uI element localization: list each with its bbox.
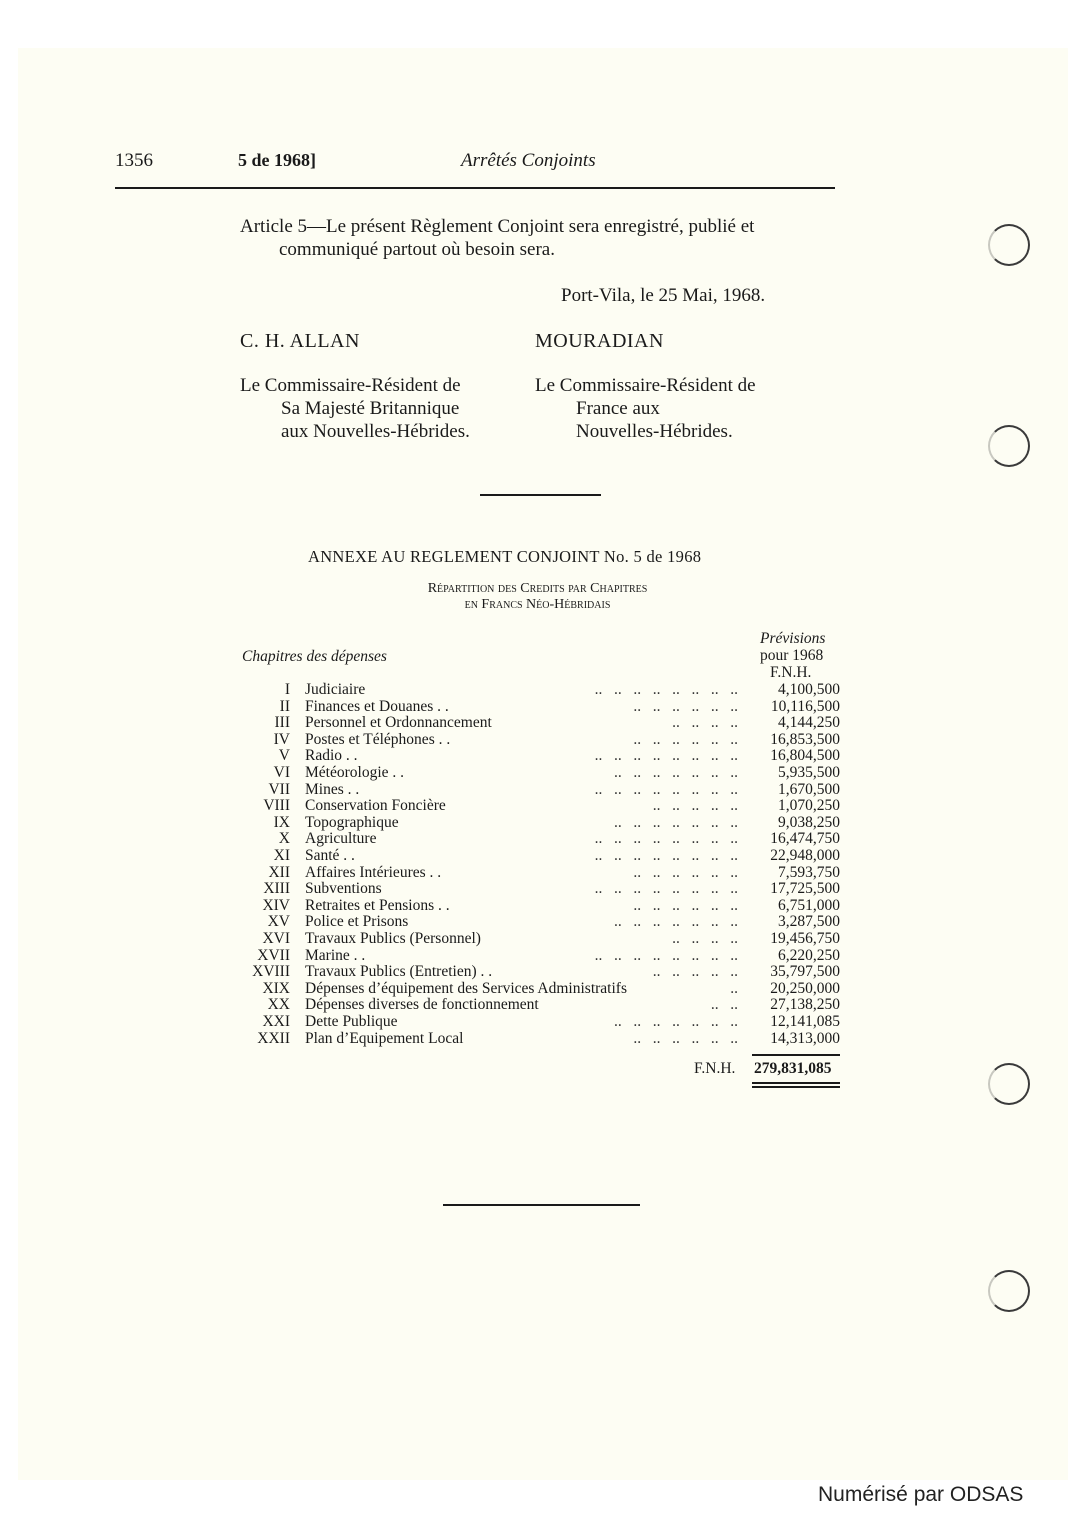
chapter-label: Marine . . bbox=[305, 946, 366, 964]
chapter-label: Météorologie . . bbox=[305, 764, 405, 781]
chapter-number: VI bbox=[273, 764, 290, 781]
leader-dots: .. .. .. .. .. .. .. .. bbox=[594, 830, 738, 848]
table-row bbox=[0, 847, 1075, 864]
chapter-number: III bbox=[274, 714, 290, 732]
chapter-label: Santé . . bbox=[305, 847, 355, 864]
place-date: Port-Vila, le 25 Mai, 1968. bbox=[561, 285, 766, 306]
chapter-number: X bbox=[278, 830, 290, 848]
chapter-number: XIII bbox=[263, 880, 290, 898]
chapter-amount: 10,116,500 bbox=[770, 697, 840, 715]
chapter-amount: 1,670,500 bbox=[778, 780, 840, 798]
leader-dots: .. .. .. .. .. .. .. bbox=[614, 764, 738, 781]
chapter-amount: 4,144,250 bbox=[778, 714, 840, 732]
chapter-label: Agriculture bbox=[305, 830, 377, 848]
leader-dots: .. .. .. .. .. .. .. .. bbox=[594, 780, 738, 798]
table-row bbox=[0, 996, 1075, 1013]
chapter-number: I bbox=[284, 681, 290, 698]
leader-dots: .. bbox=[730, 979, 738, 997]
chapter-amount: 16,474,750 bbox=[770, 830, 840, 848]
signatory-name: C. H. ALLAN bbox=[240, 330, 360, 352]
leader-dots: .. .. .. .. .. .. bbox=[633, 730, 738, 748]
leader-dots: .. .. .. .. .. .. bbox=[633, 896, 738, 914]
column-header-forecast-year: pour 1968 bbox=[760, 647, 824, 664]
article-line: Article 5—Le présent Règlement Conjoint sera enregistré, publié et bbox=[240, 216, 755, 237]
chapter-label: Affaires Intérieures . . bbox=[305, 863, 442, 881]
chapter-amount: 22,948,000 bbox=[770, 847, 840, 864]
table-row bbox=[0, 1030, 1075, 1047]
table-row bbox=[0, 930, 1075, 947]
chapter-label: Finances et Douanes . . bbox=[305, 697, 449, 715]
leader-dots: .. .. .. .. bbox=[672, 714, 738, 732]
section-divider bbox=[480, 494, 601, 496]
signatory-name: MOURADIAN bbox=[535, 330, 664, 352]
chapter-label: Retraites et Pensions . . bbox=[305, 896, 450, 914]
chapter-label: Dette Publique bbox=[305, 1013, 398, 1030]
leader-dots: .. .. .. .. .. .. .. .. bbox=[594, 747, 738, 765]
chapter-amount: 20,250,000 bbox=[770, 979, 840, 997]
chapter-amount: 19,456,750 bbox=[770, 930, 840, 947]
chapter-amount: 14,313,000 bbox=[770, 1029, 840, 1047]
subtotal-rule bbox=[752, 1054, 840, 1056]
header-rule bbox=[115, 187, 835, 189]
chapter-number: XVIII bbox=[252, 963, 290, 981]
chapter-number: XIV bbox=[262, 896, 290, 914]
binder-hole bbox=[988, 425, 1030, 467]
header-reference: 5 de 1968] bbox=[238, 150, 316, 170]
chapter-number: V bbox=[278, 747, 290, 765]
leader-dots: .. .. bbox=[710, 996, 738, 1014]
chapter-label: Dépenses d’équipement des Services Administratifs bbox=[305, 979, 627, 997]
table-row bbox=[0, 814, 1075, 831]
chapter-amount: 27,138,250 bbox=[770, 996, 840, 1014]
leader-dots: .. .. .. .. .. .. .. .. bbox=[594, 681, 738, 698]
total-label: F.N.H. bbox=[694, 1060, 736, 1077]
signatory-title: Nouvelles-Hébrides. bbox=[576, 421, 733, 442]
annex-subtitle: Répartition des Credits par Chapitres bbox=[427, 581, 648, 596]
table-row bbox=[0, 947, 1075, 964]
chapter-label: Topographique bbox=[305, 813, 399, 831]
chapter-amount: 16,804,500 bbox=[770, 747, 840, 765]
leader-dots: .. .. .. .. .. bbox=[652, 797, 738, 815]
table-row bbox=[0, 714, 1075, 731]
table-row bbox=[0, 1013, 1075, 1030]
table-row bbox=[0, 913, 1075, 930]
chapter-number: XII bbox=[268, 863, 290, 881]
chapter-number: XV bbox=[267, 913, 290, 931]
chapter-number: XX bbox=[267, 996, 290, 1014]
column-header-currency: F.N.H. bbox=[770, 664, 812, 681]
table-row bbox=[0, 963, 1075, 980]
leader-dots: .. .. .. .. .. .. .. .. bbox=[594, 946, 738, 964]
chapter-number: XI bbox=[273, 847, 290, 864]
table-row bbox=[0, 698, 1075, 715]
total-double-rule bbox=[752, 1086, 840, 1088]
leader-dots: .. .. .. .. .. .. .. bbox=[614, 813, 738, 831]
table-row bbox=[0, 731, 1075, 748]
page-number: 1356 bbox=[115, 150, 153, 171]
chapter-label: Dépenses diverses de fonctionnement bbox=[305, 996, 539, 1014]
chapter-number: XVI bbox=[262, 930, 290, 947]
chapter-number: IX bbox=[273, 813, 290, 831]
chapter-number: II bbox=[279, 697, 290, 715]
table-row bbox=[0, 897, 1075, 914]
column-header-chapters: Chapitres des dépenses bbox=[242, 648, 387, 665]
table-row bbox=[0, 781, 1075, 798]
chapter-label: Subventions bbox=[305, 880, 382, 898]
chapter-amount: 35,797,500 bbox=[770, 963, 840, 981]
chapter-label: Travaux Publics (Entretien) . . bbox=[305, 963, 493, 981]
chapter-number: XVII bbox=[257, 946, 290, 964]
chapter-amount: 4,100,500 bbox=[778, 681, 840, 698]
total-amount: 279,831,085 bbox=[754, 1060, 832, 1077]
chapter-label: Plan d’Equipement Local bbox=[305, 1029, 464, 1047]
annex-title: ANNEXE AU REGLEMENT CONJOINT No. 5 de 1968 bbox=[308, 547, 702, 566]
binder-hole bbox=[988, 1270, 1030, 1312]
chapter-amount: 3,287,500 bbox=[778, 913, 840, 931]
chapter-amount: 17,725,500 bbox=[770, 880, 840, 898]
table-row bbox=[0, 864, 1075, 881]
chapter-number: VIII bbox=[263, 797, 290, 815]
total-double-rule bbox=[752, 1082, 840, 1084]
chapter-label: Travaux Publics (Personnel) bbox=[305, 930, 481, 947]
chapter-label: Police et Prisons bbox=[305, 913, 409, 931]
signatory-title: France aux bbox=[576, 398, 660, 419]
signatory-title: Le Commissaire-Résident de bbox=[240, 375, 461, 396]
chapter-label: Mines . . bbox=[305, 780, 360, 798]
table-row bbox=[0, 880, 1075, 897]
article-line: communiqué partout où besoin sera. bbox=[279, 239, 555, 260]
binder-hole bbox=[988, 224, 1030, 266]
table-row bbox=[0, 830, 1075, 847]
chapter-number: VII bbox=[268, 780, 290, 798]
chapter-amount: 1,070,250 bbox=[778, 797, 840, 815]
column-header-forecast: Prévisions bbox=[760, 630, 826, 647]
digitization-credit: Numérisé par ODSAS bbox=[818, 1483, 1024, 1506]
leader-dots: .. .. .. .. .. .. bbox=[633, 1029, 738, 1047]
leader-dots: .. .. .. .. .. .. .. .. bbox=[594, 847, 738, 864]
annex-subtitle: en Francs Néo-Hébridais bbox=[464, 597, 611, 612]
chapter-amount: 6,220,250 bbox=[778, 946, 840, 964]
budget-table bbox=[0, 681, 1075, 1061]
binder-hole bbox=[988, 1063, 1030, 1105]
table-row bbox=[0, 764, 1075, 781]
signatory-title: Sa Majesté Britannique bbox=[281, 398, 460, 419]
table-row bbox=[0, 681, 1075, 698]
chapter-amount: 9,038,250 bbox=[778, 813, 840, 831]
chapter-label: Personnel et Ordonnancement bbox=[305, 714, 492, 732]
chapter-number: XIX bbox=[262, 979, 290, 997]
leader-dots: .. .. .. .. .. .. .. bbox=[614, 913, 738, 931]
signatory-title: aux Nouvelles-Hébrides. bbox=[281, 421, 470, 442]
chapter-amount: 12,141,085 bbox=[770, 1013, 840, 1030]
chapter-label: Judiciaire bbox=[305, 681, 366, 698]
signatory-title: Le Commissaire-Résident de bbox=[535, 375, 756, 396]
chapter-amount: 6,751,000 bbox=[778, 896, 840, 914]
chapter-amount: 16,853,500 bbox=[770, 730, 840, 748]
running-title: Arrêtés Conjoints bbox=[461, 150, 596, 171]
table-row bbox=[0, 797, 1075, 814]
chapter-number: XXII bbox=[257, 1029, 290, 1047]
chapter-number: IV bbox=[273, 730, 290, 748]
leader-dots: .. .. .. .. .. .. .. .. bbox=[594, 880, 738, 898]
leader-dots: .. .. .. .. .. .. bbox=[633, 697, 738, 715]
chapter-amount: 7,593,750 bbox=[778, 863, 840, 881]
end-divider bbox=[443, 1204, 640, 1206]
leader-dots: .. .. .. .. .. bbox=[652, 963, 738, 981]
leader-dots: .. .. .. .. .. .. .. bbox=[614, 1013, 738, 1030]
leader-dots: .. .. .. .. bbox=[672, 930, 738, 947]
table-row bbox=[0, 747, 1075, 764]
chapter-label: Postes et Téléphones . . bbox=[305, 730, 451, 748]
chapter-amount: 5,935,500 bbox=[778, 764, 840, 781]
leader-dots: .. .. .. .. .. .. bbox=[633, 863, 738, 881]
chapter-label: Conservation Foncière bbox=[305, 797, 446, 815]
table-row bbox=[0, 980, 1075, 997]
chapter-number: XXI bbox=[262, 1013, 290, 1030]
chapter-label: Radio . . bbox=[305, 747, 358, 765]
